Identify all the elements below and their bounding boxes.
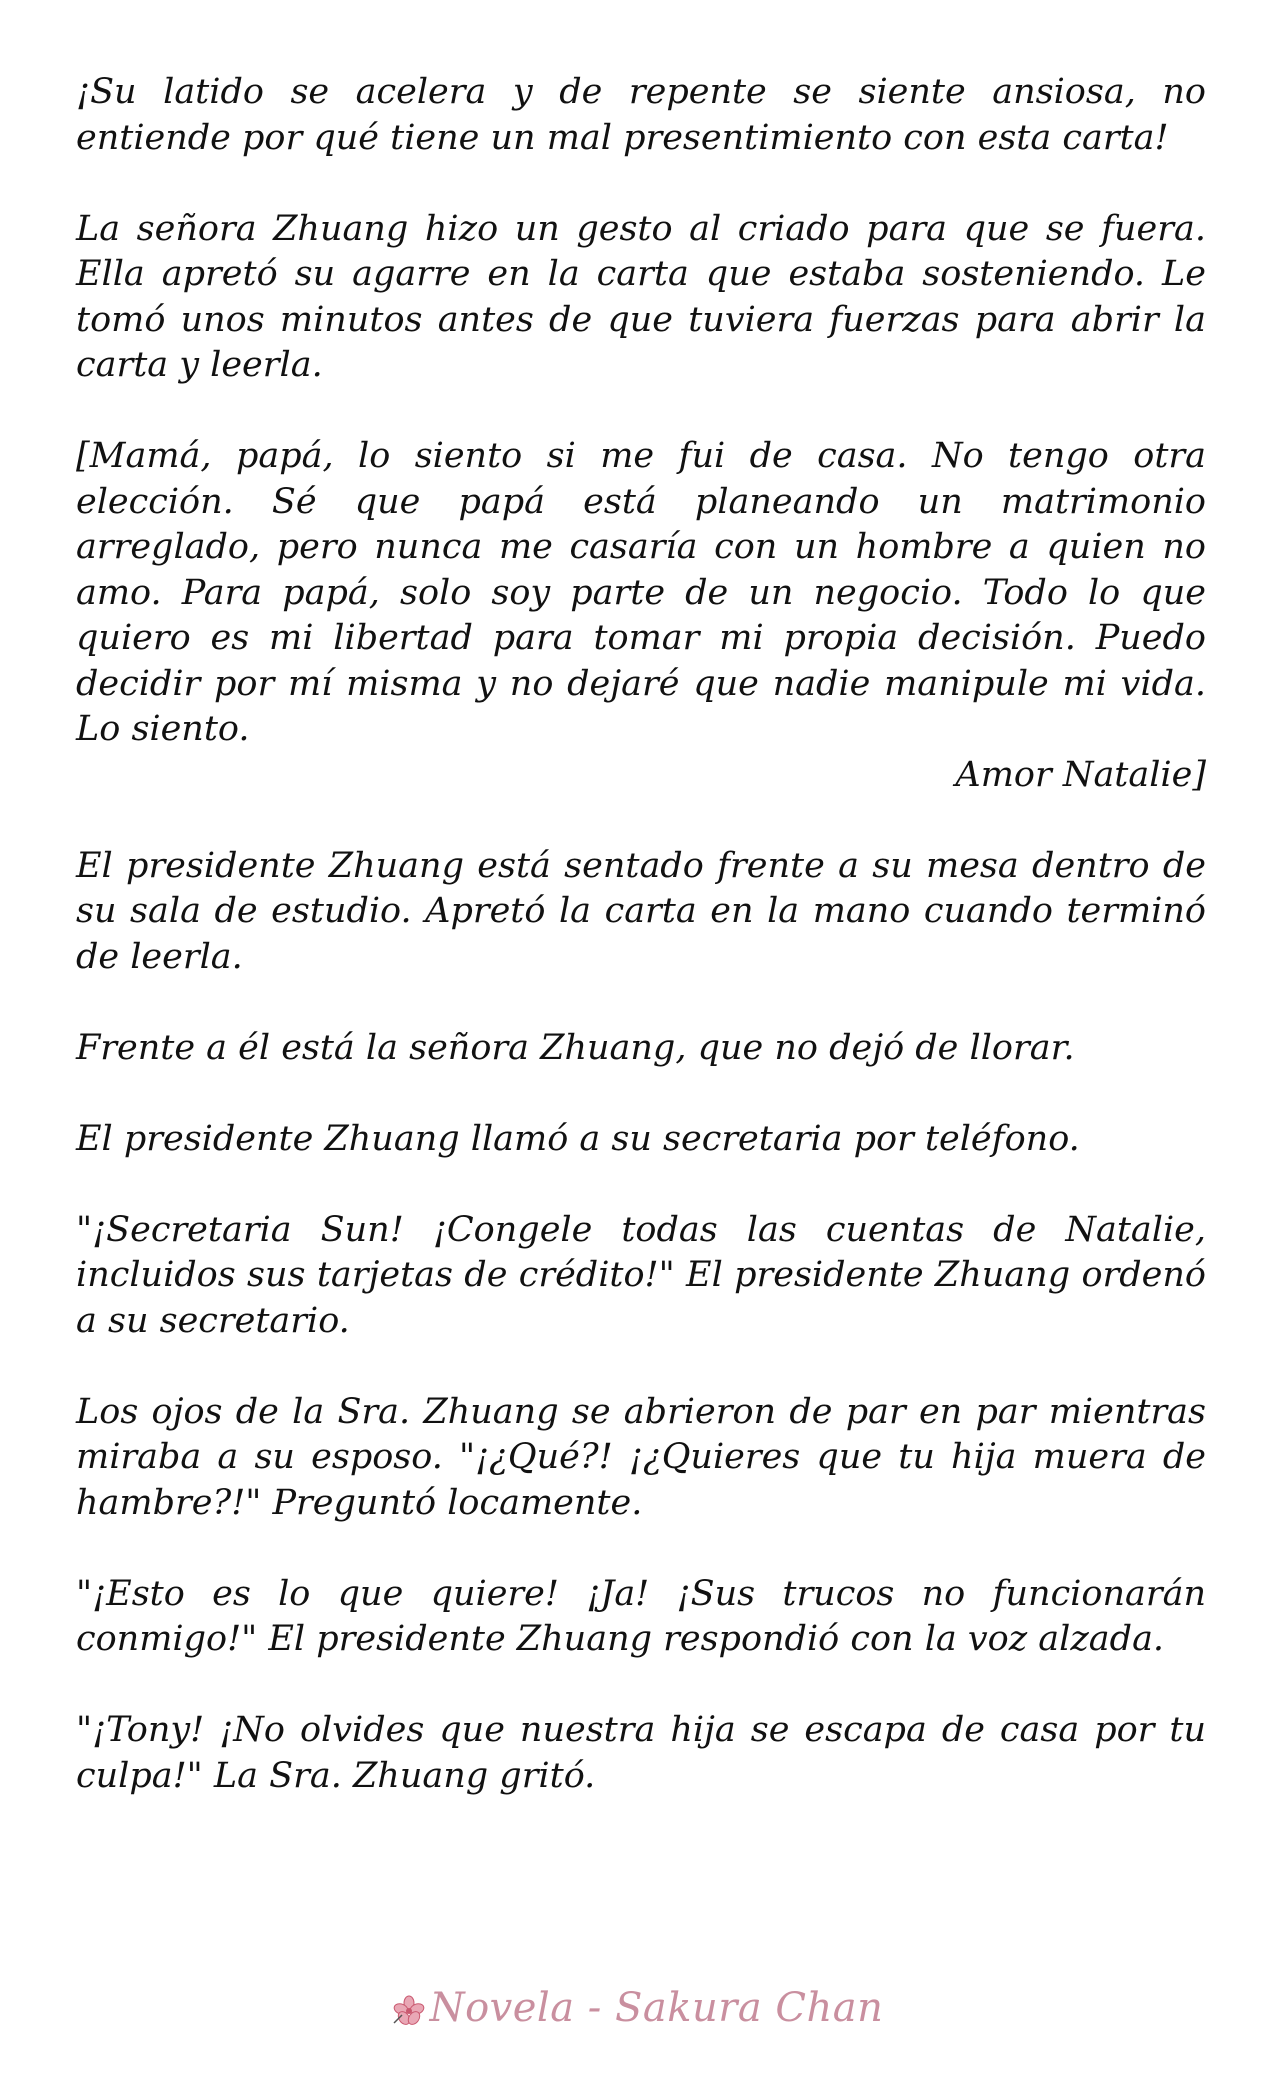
paragraph: Los ojos de la Sra. Zhuang se abrieron de par en par mientras miraba a su esposo. "¡¿Qué?! ¡¿Quieres que tu hija muera de hambre?!" Preguntó locamente.: [76, 1391, 1206, 1523]
paragraph: "¡Secretaria Sun! ¡Congele todas las cuentas de Natalie, incluidos sus tarjetas de crédito!" El presidente Zhuang ordenó a su secretario.: [76, 1209, 1206, 1341]
paragraph: Frente a él está la señora Zhuang, que no dejó de llorar.: [76, 1027, 1075, 1068]
document-body: [76, 70, 1206, 1845]
watermark-text: Novela - Sakura Chan: [429, 1985, 884, 2031]
watermark: [0, 1985, 1275, 2031]
paragraph: El presidente Zhuang está sentado frente a su mesa dentro de su sala de estudio. Apretó la carta en la mano cuando terminó de leerla.: [76, 845, 1206, 977]
paragraph: "¡Tony! ¡No olvides que nuestra hija se escapa de casa por tu culpa!" La Sra. Zhuang gritó.: [76, 1710, 1206, 1796]
paragraph: El presidente Zhuang llamó a su secretaria por teléfono.: [76, 1118, 1080, 1159]
paragraph: La señora Zhuang hizo un gesto al criado para que se fuera. Ella apretó su agarre en la carta que estaba sosteniendo. Le tomó unos minutos antes de que tuviera fuerzas para abrir la carta y leerla.: [76, 208, 1206, 385]
letter-signature: Amor Natalie]: [955, 754, 1206, 795]
sakura-flower-icon: [392, 1989, 426, 2019]
paragraph: "¡Esto es lo que quiere! ¡Ja! ¡Sus trucos no funcionarán conmigo!" El presidente Zhuang respondió con la voz alzada.: [76, 1573, 1206, 1659]
paragraph: ¡Su latido se acelera y de repente se siente ansiosa, no entiende por qué tiene un mal presentimiento con esta carta!: [76, 72, 1206, 158]
letter-text: [Mamá, papá, lo siento si me fui de casa. No tengo otra elección. Sé que papá está planeando un matrimonio arreglado, pero nunca me casaría con un hombre a quien no amo. Para papá, solo soy parte de un negocio. Todo lo que quiero es mi libertad para tomar mi propia decisión. Puedo decidir por mí misma y no dejaré que nadie manipule mi vida. Lo siento.: [76, 436, 1206, 749]
